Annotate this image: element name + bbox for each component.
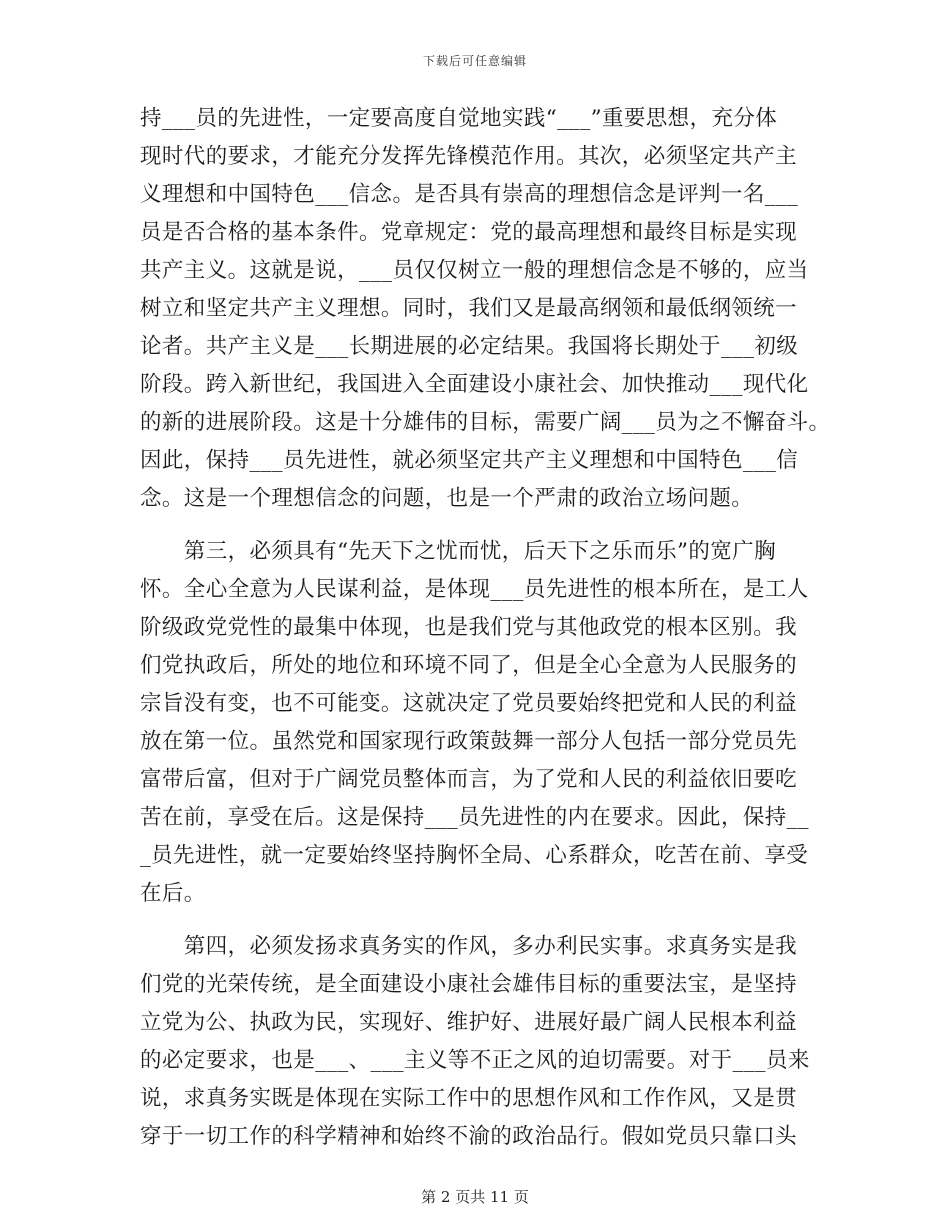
text-line: 阶段。跨入新世纪，我国进入全面建设小康社会、加快推动___现代化 xyxy=(140,372,809,397)
text-line: 念。这是一个理想信念的问题，也是一个严肃的政治立场问题。 xyxy=(140,486,754,511)
paragraph-gap xyxy=(140,518,820,533)
text-line: 的新的进展阶段。这是十分雄伟的目标，需要广阔___员为之不懈奋斗。 xyxy=(140,410,831,435)
text-line: 持___员的先进性，一定要高度自觉地实践“___”重要思想，充分体 xyxy=(140,106,778,131)
page-footer: 第 2 页共 11 页 xyxy=(421,1188,529,1206)
text-line: 苦在前，享受在后。这是保持___员先进性的内在要求。因此，保持__ xyxy=(140,805,809,830)
text-line: 们党执政后，所处的地位和环境不同了，但是全心全意为人民服务的 xyxy=(140,653,798,678)
text-line: 员是否合格的基本条件。党章规定：党的最高理想和最终目标是实现 xyxy=(140,220,798,245)
text-line: 树立和坚定共产主义理想。同时，我们又是最高纲领和最低纲领统一 xyxy=(140,296,798,321)
text-line: 现时代的要求，才能充分发挥先锋模范作用。其次，必须坚定共产主 xyxy=(140,144,798,169)
paragraph xyxy=(140,928,820,1156)
text-line: 论者。共产主义是___长期进展的必定结果。我国将长期处于___初级 xyxy=(140,334,799,359)
text-line: 立党为公、执政为民，实现好、维护好、进展好最广阔人民根本利益 xyxy=(140,1010,798,1035)
text-line: 第四，必须发扬求真务实的作风，多办利民实事。求真务实是我 xyxy=(140,934,798,959)
text-line: 说，求真务实既是体现在实际工作中的思想作风和工作作风，又是贯 xyxy=(140,1086,798,1111)
text-line: 宗旨没有变，也不可能变。这就决定了党员要始终把党和人民的利益 xyxy=(140,691,798,716)
text-line: 第三，必须具有“先天下之忧而忧，后天下之乐而乐”的宽广胸 xyxy=(140,539,776,564)
text-line: 们党的光荣传统，是全面建设小康社会雄伟目标的重要法宝，是坚持 xyxy=(140,972,798,997)
paragraph xyxy=(140,100,831,518)
text-line: 穿于一切工作的科学精神和始终不渝的政治品行。假如党员只靠口头 xyxy=(140,1124,798,1149)
text-line: 放在第一位。虽然党和国家现行政策鼓舞一部分人包括一部分党员先 xyxy=(140,729,798,754)
paragraph-gap xyxy=(140,913,820,928)
text-line: 共产主义。这就是说，___员仅仅树立一般的理想信念是不够的，应当 xyxy=(140,258,809,283)
text-line: 因此，保持___员先进性，就必须坚定共产主义理想和中国特色___信 xyxy=(140,448,799,473)
text-line: _员先进性，就一定要始终坚持胸怀全局、心系群众，吃苦在前、享受 xyxy=(140,843,809,868)
document-body xyxy=(140,100,831,1156)
text-line: 阶级政党党性的最集中体现，也是我们党与其他政党的根本区别。我 xyxy=(140,615,798,640)
paragraph xyxy=(140,533,820,913)
page-header: 下载后可任意编辑 xyxy=(422,54,527,68)
text-line: 义理想和中国特色___信念。是否具有崇高的理想信念是评判一名___ xyxy=(140,182,799,207)
text-line: 富带后富，但对于广阔党员整体而言，为了党和人民的利益依旧要吃 xyxy=(140,767,798,792)
text-line: 在后。 xyxy=(140,881,206,906)
text-line: 的必定要求，也是___、___主义等不正之风的迫切需要。对于___员来 xyxy=(140,1048,810,1073)
text-line: 怀。全心全意为人民谋利益，是体现___员先进性的根本所在，是工人 xyxy=(140,577,809,602)
